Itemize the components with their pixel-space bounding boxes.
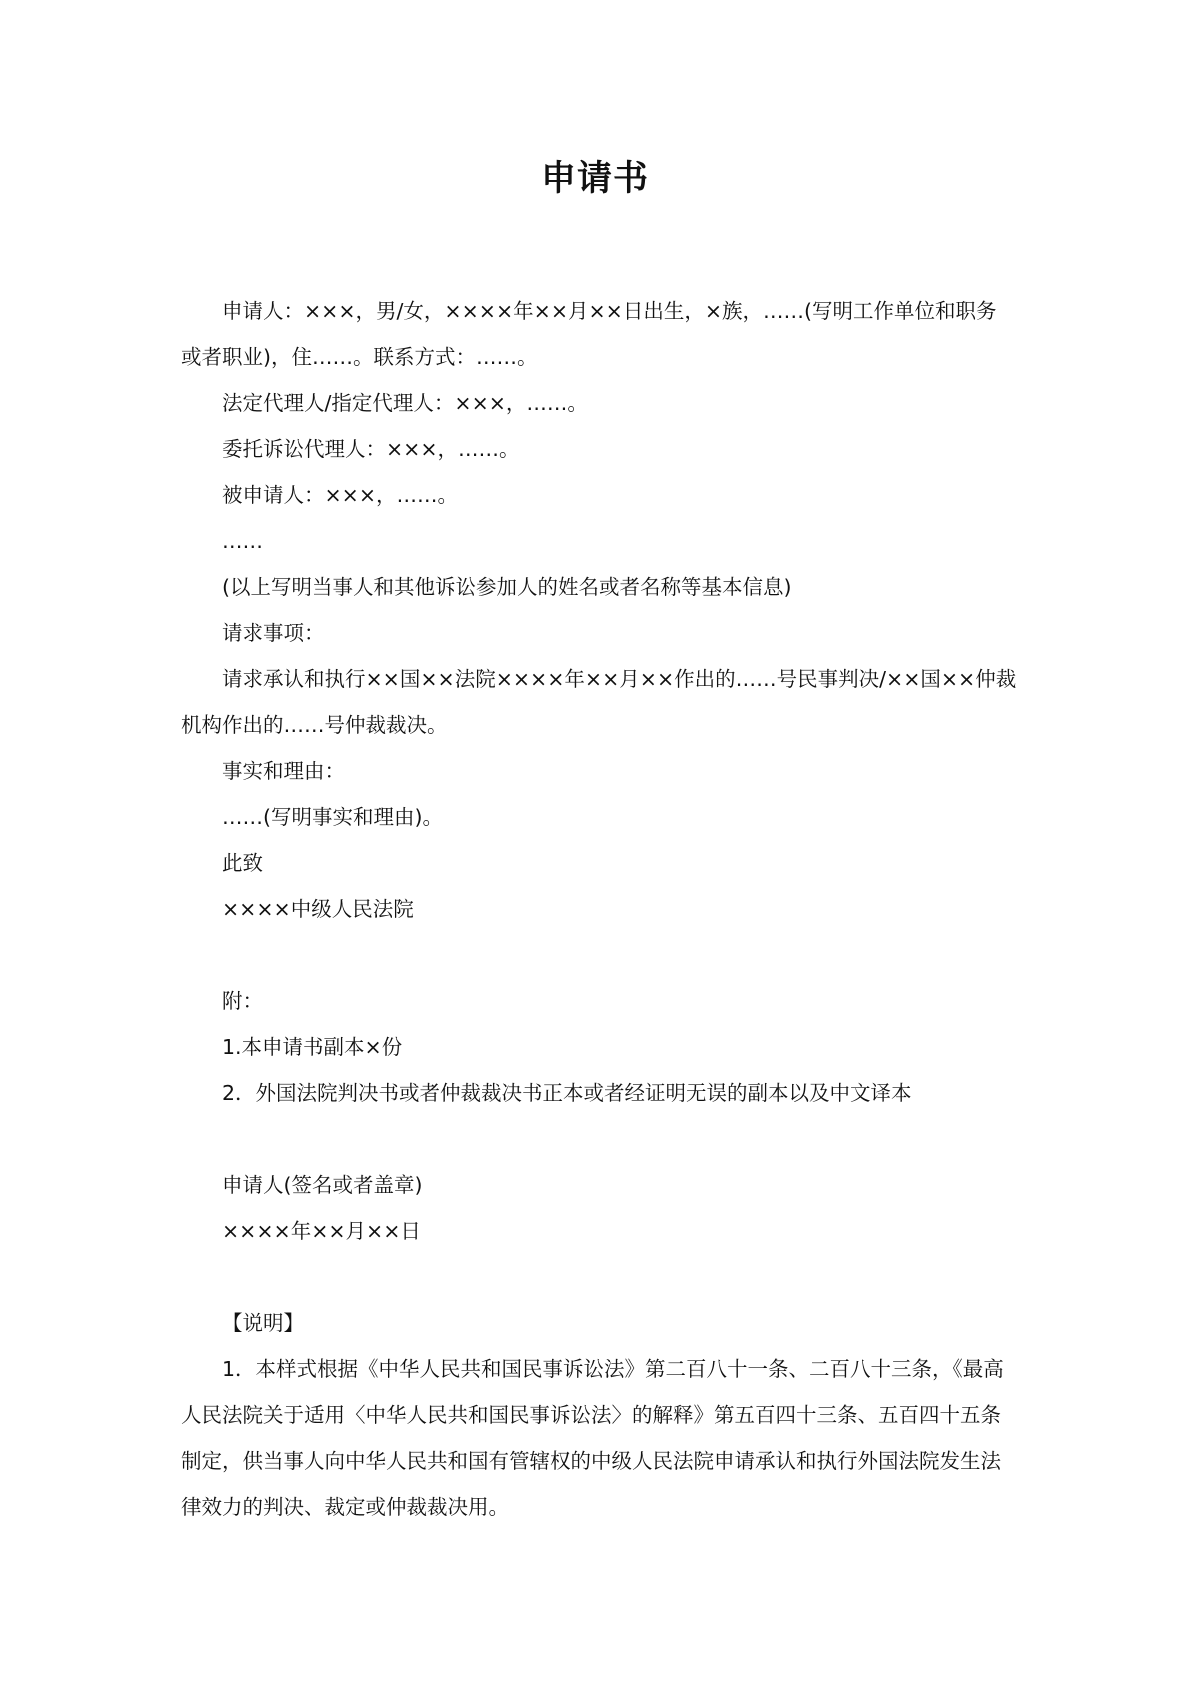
court-name: ××××中级人民法院 [222,897,414,921]
request-heading: 请求事项： [222,621,325,645]
explanation-heading: 【说明】 [222,1311,304,1335]
document-body [181,288,1017,1530]
request-body: 请求承认和执行××国××法院××××年××月××作出的……号民事判决/××国××仲裁机构作出的……号仲裁裁决。 [181,667,1017,737]
litigation-agent-info: 委托诉讼代理人：×××，……。 [222,437,520,461]
legal-agent-info: 法定代理人/指定代理人：×××，……。 [222,391,588,415]
parties-ellipsis: …… [222,529,263,553]
signature-line: 申请人(签名或者盖章) [222,1173,423,1197]
facts-heading: 事实和理由： [222,759,345,783]
spacer [181,1254,1017,1300]
parties-note: (以上写明当事人和其他诉讼参加人的姓名或者名称等基本信息) [222,575,792,599]
salutation: 此致 [222,851,263,875]
document-title: 申请书 [540,159,649,199]
spacer [181,1116,1017,1162]
facts-body: ……(写明事实和理由)。 [222,805,443,829]
attachment-item-2: 2．外国法院判决书或者仲裁裁决书正本或者经证明无误的副本以及中文译本 [222,1081,912,1105]
applicant-info: 申请人：×××，男/女，××××年××月××日出生，×族，……(写明工作单位和职务或者职业)，住……。联系方式：……。 [181,299,997,369]
explanation-body: 1．本样式根据《中华人民共和国民事诉讼法》第二百八十一条、二百八十三条，《最高人民法院关于适用〈中华人民共和国民事诉讼法〉的解释》第五百四十三条、五百四十五条制定，供当事人向中华人民共和国有管辖权的中级人民法院申请承认和执行外国法院发生法律效力的判决、裁定或仲裁裁决用。 [181,1357,1004,1519]
signature-date: ××××年××月××日 [222,1219,421,1243]
respondent-info: 被申请人：×××，……。 [222,483,459,507]
attachments-heading: 附： [222,989,263,1013]
spacer [181,932,1017,978]
attachment-item-1: 1.本申请书副本×份 [222,1035,403,1059]
